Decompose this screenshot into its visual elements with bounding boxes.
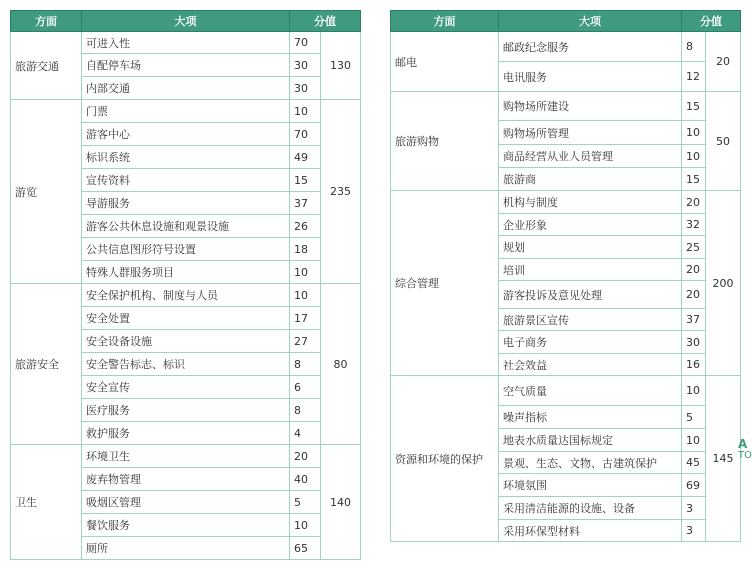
item-name-cell: 医疗服务 xyxy=(82,399,290,422)
area-cell: 卫生 xyxy=(11,445,82,560)
item-name-cell: 导游服务 xyxy=(82,192,290,215)
item-score-cell: 8 xyxy=(290,353,321,376)
item-name-cell: 安全警告标志、标识 xyxy=(82,353,290,376)
area-total-cell: 130 xyxy=(321,32,361,100)
right-score-table xyxy=(390,10,741,542)
item-name-cell: 吸烟区管理 xyxy=(82,491,290,514)
item-score-cell: 3 xyxy=(682,497,706,520)
item-name-cell: 培训 xyxy=(499,259,682,281)
item-name-cell: 安全宣传 xyxy=(82,376,290,399)
item-name-cell: 宣传资料 xyxy=(82,169,290,192)
item-score-cell: 30 xyxy=(290,77,321,100)
edge-logo-fragment: A TO xyxy=(738,437,752,461)
area-cell: 旅游购物 xyxy=(391,92,499,191)
item-name-cell: 空气质量 xyxy=(499,376,682,406)
table-row xyxy=(11,284,361,307)
header-score: 分值 xyxy=(290,11,361,32)
area-cell: 旅游交通 xyxy=(11,32,82,100)
item-score-cell: 25 xyxy=(682,236,706,259)
item-name-cell: 机构与制度 xyxy=(499,191,682,214)
item-score-cell: 10 xyxy=(290,100,321,123)
item-name-cell: 商品经营从业人员管理 xyxy=(499,145,682,168)
header-score: 分值 xyxy=(682,11,741,32)
item-score-cell: 20 xyxy=(682,281,706,309)
item-name-cell: 安全保护机构、制度与人员 xyxy=(82,284,290,307)
item-name-cell: 采用清洁能源的设施、设备 xyxy=(499,497,682,520)
item-score-cell: 37 xyxy=(290,192,321,215)
item-name-cell: 特殊人群服务项目 xyxy=(82,261,290,284)
item-score-cell: 5 xyxy=(290,491,321,514)
item-score-cell: 15 xyxy=(682,168,706,191)
item-score-cell: 4 xyxy=(290,422,321,445)
item-name-cell: 噪声指标 xyxy=(499,406,682,429)
item-name-cell: 规划 xyxy=(499,236,682,259)
area-total-cell: 235 xyxy=(321,100,361,284)
area-total-cell: 200 xyxy=(706,191,741,376)
item-score-cell: 18 xyxy=(290,238,321,261)
table-row xyxy=(11,445,361,468)
table-row xyxy=(391,191,741,214)
table-row xyxy=(11,100,361,123)
item-name-cell: 救护服务 xyxy=(82,422,290,445)
header-row xyxy=(391,11,741,32)
item-name-cell: 自配停车场 xyxy=(82,54,290,77)
item-name-cell: 地表水质量达国标规定 xyxy=(499,429,682,452)
item-name-cell: 餐饮服务 xyxy=(82,514,290,537)
item-score-cell: 5 xyxy=(682,406,706,429)
table-row xyxy=(11,32,361,54)
item-name-cell: 购物场所管理 xyxy=(499,121,682,145)
item-score-cell: 49 xyxy=(290,146,321,169)
item-name-cell: 采用环保型材料 xyxy=(499,520,682,542)
item-score-cell: 17 xyxy=(290,307,321,330)
item-name-cell: 标识系统 xyxy=(82,146,290,169)
area-total-cell: 140 xyxy=(321,445,361,560)
item-score-cell: 70 xyxy=(290,32,321,54)
area-cell: 旅游安全 xyxy=(11,284,82,445)
item-name-cell: 社会效益 xyxy=(499,354,682,376)
item-score-cell: 10 xyxy=(682,121,706,145)
item-score-cell: 10 xyxy=(290,284,321,307)
item-name-cell: 旅游商 xyxy=(499,168,682,191)
header-row xyxy=(11,11,361,32)
item-name-cell: 废弃物管理 xyxy=(82,468,290,491)
item-name-cell: 邮政纪念服务 xyxy=(499,32,682,62)
item-name-cell: 内部交通 xyxy=(82,77,290,100)
item-name-cell: 企业形象 xyxy=(499,214,682,236)
area-total-cell: 20 xyxy=(706,32,741,92)
item-score-cell: 26 xyxy=(290,215,321,238)
item-score-cell: 70 xyxy=(290,123,321,146)
item-name-cell: 电子商务 xyxy=(499,331,682,354)
item-score-cell: 8 xyxy=(682,32,706,62)
area-total-cell: 145 xyxy=(706,376,741,542)
item-name-cell: 景观、生态、文物、古建筑保护 xyxy=(499,452,682,474)
area-cell: 邮电 xyxy=(391,32,499,92)
area-total-cell: 50 xyxy=(706,92,741,191)
header-item: 大项 xyxy=(499,11,682,32)
item-name-cell: 游客公共休息设施和观景设施 xyxy=(82,215,290,238)
header-area: 方面 xyxy=(391,11,499,32)
item-score-cell: 10 xyxy=(682,145,706,168)
item-name-cell: 可进入性 xyxy=(82,32,290,54)
item-name-cell: 公共信息图形符号设置 xyxy=(82,238,290,261)
area-cell: 资源和环境的保护 xyxy=(391,376,499,542)
item-name-cell: 厕所 xyxy=(82,537,290,560)
item-score-cell: 3 xyxy=(682,520,706,542)
item-name-cell: 游客投诉及意见处理 xyxy=(499,281,682,309)
item-name-cell: 环境氛围 xyxy=(499,474,682,497)
item-score-cell: 40 xyxy=(290,468,321,491)
item-score-cell: 37 xyxy=(682,309,706,331)
table-row xyxy=(391,92,741,121)
area-cell: 游览 xyxy=(11,100,82,284)
header-item: 大项 xyxy=(82,11,290,32)
table-row xyxy=(391,376,741,406)
area-total-cell: 80 xyxy=(321,284,361,445)
item-score-cell: 10 xyxy=(682,376,706,406)
item-score-cell: 10 xyxy=(290,261,321,284)
item-score-cell: 30 xyxy=(682,331,706,354)
item-score-cell: 15 xyxy=(290,169,321,192)
item-score-cell: 10 xyxy=(290,514,321,537)
item-score-cell: 65 xyxy=(290,537,321,560)
item-score-cell: 27 xyxy=(290,330,321,353)
item-name-cell: 电讯服务 xyxy=(499,62,682,92)
item-score-cell: 16 xyxy=(682,354,706,376)
left-score-table xyxy=(10,10,361,560)
item-name-cell: 安全设备设施 xyxy=(82,330,290,353)
item-score-cell: 69 xyxy=(682,474,706,497)
header-area: 方面 xyxy=(11,11,82,32)
item-name-cell: 环境卫生 xyxy=(82,445,290,468)
item-score-cell: 6 xyxy=(290,376,321,399)
item-name-cell: 旅游景区宣传 xyxy=(499,309,682,331)
area-cell: 综合管理 xyxy=(391,191,499,376)
item-score-cell: 20 xyxy=(682,191,706,214)
item-score-cell: 10 xyxy=(682,429,706,452)
item-score-cell: 32 xyxy=(682,214,706,236)
item-score-cell: 30 xyxy=(290,54,321,77)
item-score-cell: 20 xyxy=(290,445,321,468)
item-name-cell: 门票 xyxy=(82,100,290,123)
item-score-cell: 15 xyxy=(682,92,706,121)
item-score-cell: 8 xyxy=(290,399,321,422)
item-score-cell: 12 xyxy=(682,62,706,92)
item-name-cell: 游客中心 xyxy=(82,123,290,146)
item-name-cell: 购物场所建设 xyxy=(499,92,682,121)
table-row xyxy=(391,32,741,62)
item-score-cell: 45 xyxy=(682,452,706,474)
item-score-cell: 20 xyxy=(682,259,706,281)
item-name-cell: 安全处置 xyxy=(82,307,290,330)
